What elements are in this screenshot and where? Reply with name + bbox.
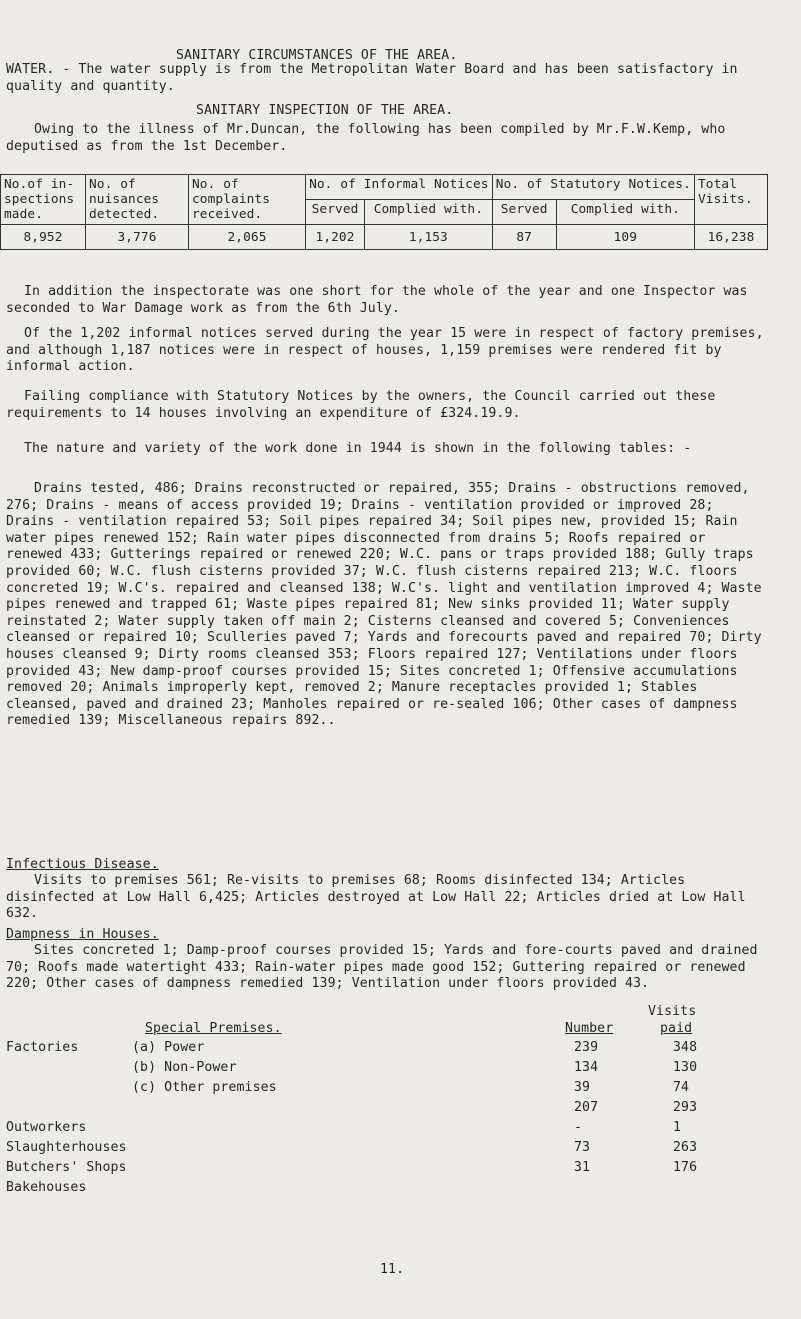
value-inspections: 8,952 — [1, 225, 86, 250]
premises-group: Slaughterhouses — [6, 1140, 127, 1155]
informal-notices-paragraph: Of the 1,202 informal notices served during the year 15 were in respect of factory premises, and although 1,187 notices were in respect of houses, 1,159 premises were rendered fit by informal action. — [6, 326, 764, 375]
intro-paragraph: Owing to the illness of Mr.Duncan, the following has been compiled by Mr.F.W.Kemp, who deputised as from the 1st December. — [6, 122, 726, 154]
work-done-paragraph: The nature and variety of the work done in 1944 is shown in the following tables: - — [24, 441, 692, 456]
premises-group: Butchers' Shops — [6, 1160, 127, 1175]
premises-number: 31 — [574, 1160, 591, 1175]
statutory-notices-paragraph: Failing compliance with Statutory Notices by the owners, the Council carried out these requirements to 14 houses involving an expenditure of £324.19.9. — [6, 389, 716, 421]
value-complaints: 2,065 — [189, 225, 306, 250]
works-list-paragraph: Drains tested, 486; Drains reconstructed or repaired, 355; Drains - obstructions removed, 276; Drains - means of access provided 19; Drains - ventilation provided or improved 28; Drains - ventilation repaired 53; Soil pipes repaired 34; Soil pipes new, provided 15; Rain water pipes renewed 152; Rain water pipes disconnected from drains 5; Roofs repaired or renewed 433; Gutterings repaired or renewed 220; W.C. pans or traps provided 188; Gully traps provided 60; W.C. flush cisterns provided 37; W.C. flush cisterns repaired 213; W.C. floors concreted 19; W.C's. repaired and cleansed 138; W.C's. light and ventilation improved 4; Waste pipes renewed and trapped 61; Waste pipes repaired 81; New sinks provided 11; Water supply reinstated 2; Water supply taken off main 2; Cisterns cleansed and covered 5; Conveniences cleansed or repaired 10; Sculleries paved 7; Yards and forecourts paved and repaired 70; Dirty houses cleansed 9; Dirty rooms cleansed 353; Floors repaired 127; Ventilations under floors provided 43; New damp-proof courses provided 15; Sites concreted 1; Offensive accumulations removed 20; Animals improperly kept, removed 2; Manure receptacles provided 1; Stables cleansed, paved and drained 23; Manholes repaired or re-sealed 106; Other cases of dampness remedied 139; Miscellaneous repairs 892.. — [6, 481, 762, 729]
premises-visits: 348 — [673, 1040, 698, 1055]
header-statutory-served: Served — [492, 200, 556, 225]
premises-number: 73 — [574, 1140, 591, 1155]
premises-number: 39 — [574, 1080, 591, 1095]
premises-row — [6, 1040, 766, 1056]
infectious-disease-paragraph: Visits to premises 561; Re-visits to premises 68; Rooms disinfected 134; Articles disinfected at Low Hall 6,425; Articles destroyed at Low Hall 22; Articles dried at Low Hall 632. — [6, 873, 746, 922]
premises-row — [6, 1180, 766, 1196]
infectious-disease-heading: Infectious Disease. — [6, 857, 159, 872]
premises-number: 239 — [574, 1040, 599, 1055]
header-informal-served: Served — [306, 200, 365, 225]
premises-number: 134 — [574, 1060, 599, 1075]
value-statutory-complied: 109 — [556, 225, 694, 250]
special-premises-heading: Special Premises. — [145, 1021, 282, 1036]
premises-visits: 176 — [673, 1160, 698, 1175]
inspectorate-paragraph: In addition the inspectorate was one short for the whole of the year and one Inspector was seconded to War Damage work as from the 6th July. — [6, 284, 748, 316]
value-total-visits: 16,238 — [695, 225, 768, 250]
water-paragraph: WATER. - The water supply is from the Metropolitan Water Board and has been satisfactory in quality and quantity. — [6, 62, 738, 94]
header-total-visits: Total Visits. — [695, 175, 768, 225]
visits-paid-column-header: paid — [660, 1021, 693, 1036]
premises-number: - — [574, 1120, 583, 1135]
header-inspections: No.of in- spections made. — [1, 175, 86, 225]
header-complaints: No. of complaints received. — [189, 175, 306, 225]
premises-row — [6, 1080, 766, 1096]
value-informal-served: 1,202 — [306, 225, 365, 250]
visits-column-header: Visits — [648, 1004, 697, 1019]
premises-group: Factories — [6, 1040, 79, 1055]
premises-row — [6, 1060, 766, 1076]
inspection-statistics-table — [0, 174, 768, 250]
premises-row — [6, 1160, 766, 1176]
premises-visits: 1 — [673, 1120, 682, 1135]
premises-row — [6, 1120, 766, 1136]
inspection-heading: SANITARY INSPECTION OF THE AREA. — [196, 103, 454, 118]
page-number: 11. — [380, 1262, 405, 1277]
dampness-paragraph: Sites concreted 1; Damp-proof courses provided 15; Yards and fore-courts paved and drained 70; Roofs made watertight 433; Rain-water pipes made good 152; Guttering repaired or renewed 220; Other cases of dampness remedied 139; Ventilation under floors provided 43. — [6, 943, 758, 992]
premises-label: (b) Non-Power — [132, 1060, 237, 1075]
value-statutory-served: 87 — [492, 225, 556, 250]
header-nuisances: No. of nuisances detected. — [86, 175, 189, 225]
premises-label: (a) Power — [132, 1040, 205, 1055]
number-column-header: Number — [565, 1021, 614, 1036]
premises-visits: 293 — [673, 1100, 698, 1115]
premises-label: (c) Other premises — [132, 1080, 277, 1095]
header-informal-notices: No. of Informal Notices — [306, 175, 493, 200]
premises-group: Bakehouses — [6, 1180, 87, 1195]
premises-row — [6, 1140, 766, 1156]
header-statutory-complied: Complied with. — [556, 200, 694, 225]
premises-visits: 130 — [673, 1060, 698, 1075]
premises-number: 207 — [574, 1100, 599, 1115]
dampness-heading: Dampness in Houses. — [6, 927, 159, 942]
premises-visits: 263 — [673, 1140, 698, 1155]
premises-row — [6, 1100, 766, 1116]
header-statutory-notices: No. of Statutory Notices. — [492, 175, 694, 200]
premises-visits: 74 — [673, 1080, 690, 1095]
value-informal-complied: 1,153 — [365, 225, 493, 250]
premises-group: Outworkers — [6, 1120, 87, 1135]
header-informal-complied: Complied with. — [365, 200, 493, 225]
value-nuisances: 3,776 — [86, 225, 189, 250]
page-title: SANITARY CIRCUMSTANCES OF THE AREA. — [176, 48, 458, 63]
